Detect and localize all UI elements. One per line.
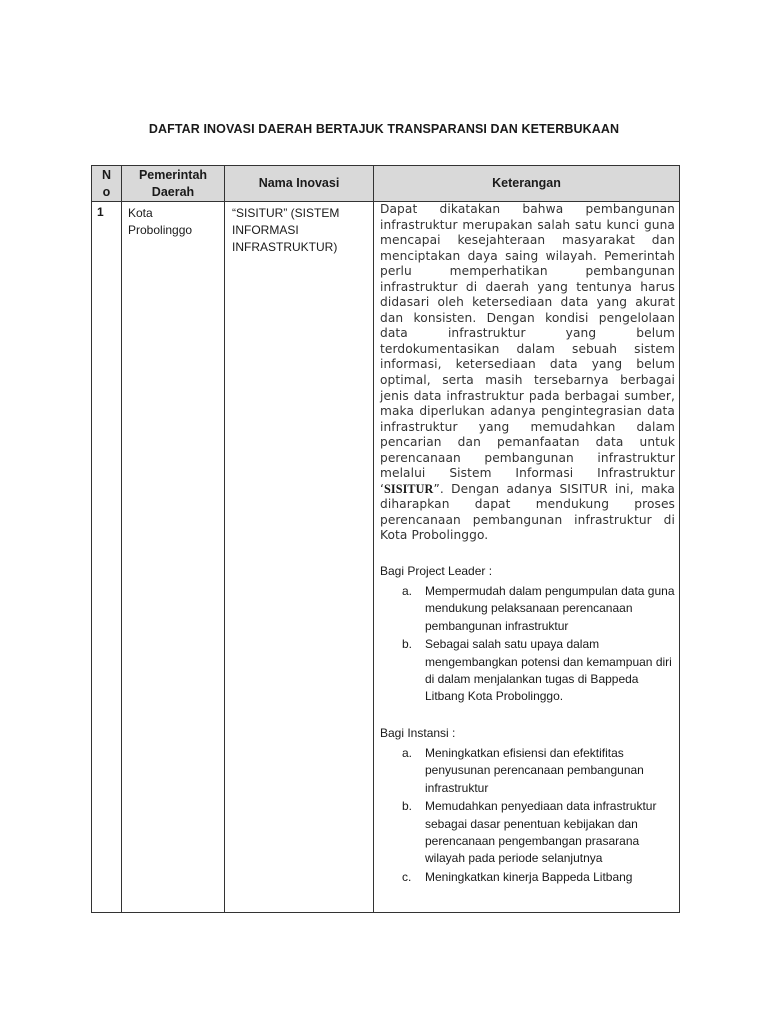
list-item [380, 869, 675, 886]
project-leader-label: Bagi Project Leader : [380, 564, 493, 579]
list-item [380, 798, 675, 868]
list-item-text: Memudahkan penyediaan data infrastruktur sebagai dasar penentuan kebijakan dan perencanaan pengembangan prasarana wilayah pada periode selanjutnya [425, 799, 657, 866]
list-item [380, 745, 675, 797]
list-item-text: Meningkatkan kinerja Bappeda Litbang [425, 869, 633, 884]
header-pemda: Pemerintah Daerah [122, 166, 225, 202]
list-marker: a. [402, 745, 413, 760]
page-title: DAFTAR INOVASI DAERAH BERTAJUK TRANSPARANSI DAN KETERBUKAAN [148, 122, 620, 136]
table-header-row [92, 166, 680, 202]
project-leader-list [380, 583, 675, 706]
header-no: N o [92, 166, 122, 202]
table-row [92, 202, 680, 913]
list-item-text: Sebagai salah satu upaya dalam mengembangkan potensi dan kemampuan diri di dalam menjalankan tugas di Bappeda Litbang Kota Probolinggo. [425, 637, 672, 704]
sisitur-highlight: SISITUR [383, 481, 434, 496]
list-marker: b. [402, 799, 413, 814]
list-item-text: Meningkatkan efisiensi dan efektifitas penyusunan perencanaan pembangunan infrastruktur [425, 745, 644, 795]
innovation-table [91, 165, 680, 913]
list-item [380, 583, 675, 635]
instansi-list [380, 745, 675, 886]
list-marker: c. [402, 869, 412, 884]
list-marker: b. [402, 637, 413, 652]
header-nama: Nama Inovasi [225, 166, 374, 202]
list-item-text: Mempermudah dalam pengumpulan data guna mendukung pelaksanaan perencanaan pembangunan infrastruktur [425, 584, 675, 633]
row-number: 1 [92, 202, 122, 913]
list-marker: a. [402, 584, 413, 599]
header-keterangan: Keterangan [374, 166, 680, 202]
row-pemda: Kota Probolinggo [122, 202, 225, 913]
list-item [380, 636, 675, 706]
instansi-label: Bagi Instansi : [380, 725, 456, 740]
row-keterangan [374, 202, 680, 913]
description-paragraph: Dapat dikatakan bahwa pembangunan infrastruktur merupakan salah satu kunci guna mencapai kesejahteraan masyarakat dan menciptakan daya saing wilayah. Pemerintah perlu memperhatikan pembangunan infrastruktur di daerah yang tentunya harus didasari oleh ketersediaan data yang akurat dan konsisten. Dengan kondisi pengelolaan data infrastruktur yang belum terdokumentasikan dalam sebuah sistem informasi, ketersediaan data yang belum optimal, serta masih tersebarnya berbagai jenis data infrastruktur pada berbagai sumber, maka diperlukan adanya pengintegrasian data infrastruktur yang memudahkan dalam pencarian dan pemanfaatan data untuk perencanaan pembangunan infrastruktur melalui Sistem Informasi Infrastruktur ‘SISITUR”. Dengan adanya SISITUR ini, maka diharapkan dapat mendukung proses perencanaan pembangunan infrastruktur di Kota Probolinggo. [380, 202, 675, 543]
row-nama-inovasi: “SISITUR” (SISTEM INFORMASI INFRASTRUKTUR) [225, 202, 374, 913]
